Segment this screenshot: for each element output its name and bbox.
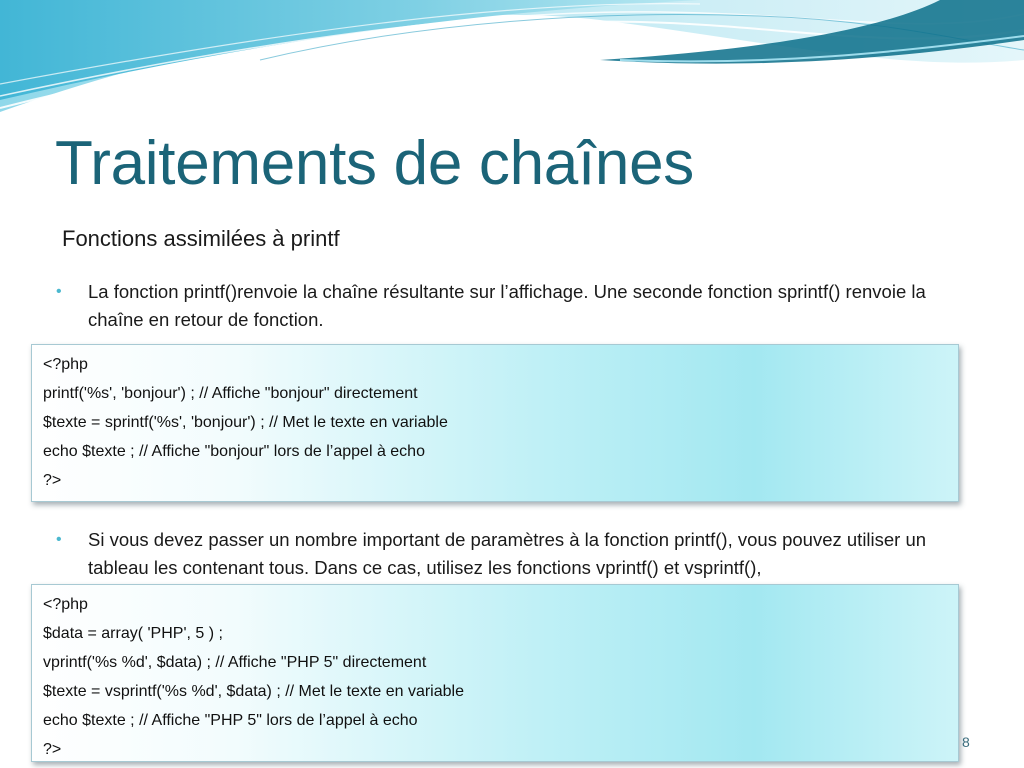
page-number: 8 — [962, 734, 970, 750]
code-line: ?> — [43, 472, 62, 489]
code-line: echo $texte ; // Affiche "PHP 5" lors de l’appel à echo — [43, 712, 418, 729]
bullet-text: Si vous devez passer un nombre important de paramètres à la fonction printf(), vous pouvez utiliser un tableau les contenant tous. Dans ce cas, utilisez les fonctions vprintf() et vsprintf(), — [88, 529, 927, 578]
code-line: vprintf('%s %d', $data) ; // Affiche "PHP 5" directement — [43, 654, 427, 671]
code-line: $texte = sprintf('%s', 'bonjour') ; // Met le texte en variable — [43, 414, 448, 431]
code-line: <?php — [43, 596, 88, 613]
bullet-text: La fonction printf()renvoie la chaîne résultante sur l’affichage. Une seconde fonction sprintf() renvoie la chaîne en retour de fonction. — [88, 281, 926, 330]
code-block-printf — [31, 344, 959, 502]
slide-title: Traitements de chaînes — [55, 129, 694, 198]
slide-subtitle: Fonctions assimilées à printf — [62, 226, 340, 251]
code-line: <?php — [43, 356, 88, 373]
code-line: $texte = vsprintf('%s %d', $data) ; // Met le texte en variable — [43, 683, 464, 700]
code-line: printf('%s', 'bonjour') ; // Affiche "bonjour" directement — [43, 385, 418, 402]
bullet-dot-icon: • — [56, 283, 62, 300]
code-line: ?> — [43, 741, 62, 758]
code-block-vprintf — [31, 584, 959, 762]
bullet-dot-icon: • — [56, 531, 62, 548]
bullet-item-vprintf — [56, 526, 968, 582]
header-wave-decoration — [0, 0, 1024, 130]
code-line: $data = array( 'PHP', 5 ) ; — [43, 625, 223, 642]
code-line: echo $texte ; // Affiche "bonjour" lors de l’appel à echo — [43, 443, 425, 460]
bullet-item-printf — [56, 278, 968, 334]
